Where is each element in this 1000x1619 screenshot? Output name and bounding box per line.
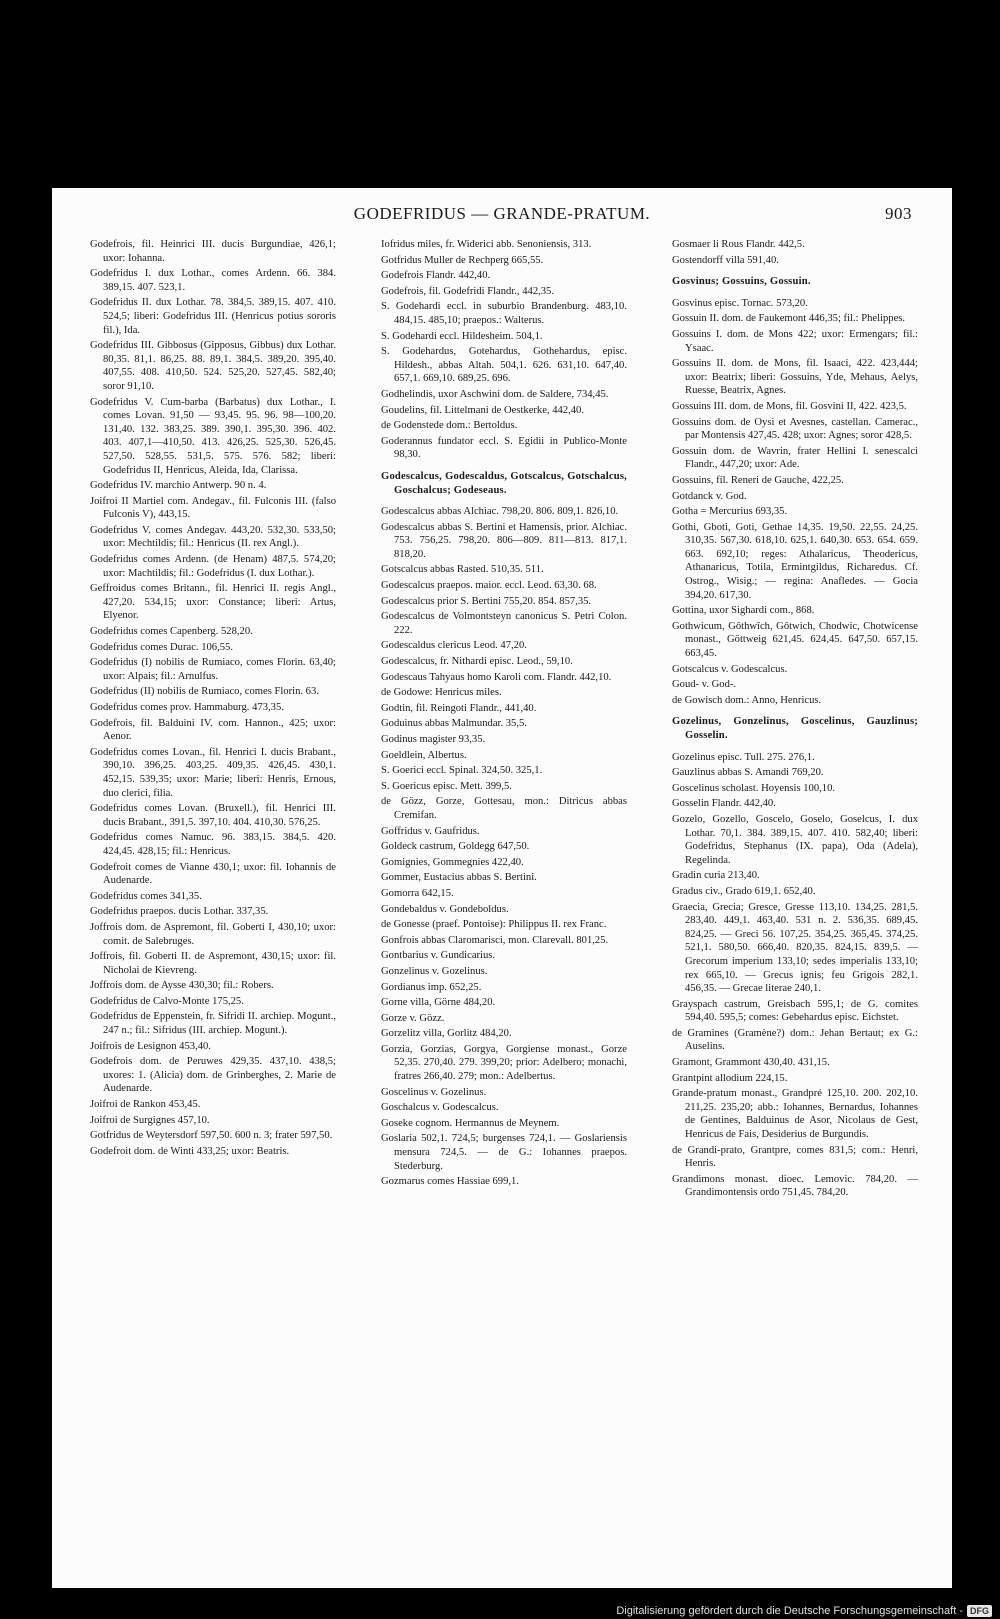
index-entry: S. Godehardi eccl. Hildesheim. 504,1. — [381, 330, 543, 342]
index-entry: Godefrois, fil. Balduini IV. com. Hannon., 425; uxor: Aenor. — [90, 717, 336, 743]
index-entry: Gosvinus episc. Tornac. 573,20. — [672, 297, 808, 309]
index-entry: Joffrois dom. de Aysse 430,30; fil.: Robers. — [90, 980, 274, 992]
index-entry: Godefridus V. comes Andegav. 443,20. 532,30. 533,50; uxor: Mechtildis; fil.: Henricus (II. rex Angl.). — [90, 524, 336, 550]
index-entry: Godescalcus de Volmontsteyn canonicus S. Petri Colon. 222. — [381, 611, 627, 636]
index-entry: Grayspach castrum, Greisbach 595,1; de G. comites 594,40. 595,5; comes: Gebehardus episc. Eichstet. — [672, 998, 918, 1024]
index-entry: Grandimons monast. dioec. Lemovic. 784,20. — Grandimontensis ordo 751,45. 784,20. — [672, 1173, 918, 1199]
index-entry: Gossuin dom. de Wavrin, frater Hellini I. senescalci Flandr., 447,20; uxor: Ade. — [672, 445, 918, 471]
index-entry: Gradin curia 213,40. — [672, 870, 760, 882]
index-entry: Godescaldus clericus Leod. 47,20. — [381, 640, 527, 652]
digitization-footer — [0, 1602, 1000, 1619]
index-entry: Godefridus comes Lovan., fil. Henrici I. ducis Brabant., 390,10. 396,25. 403,25. 409,35. 426,45. 430,1. 452,15. 539,35; uxor: Marie; liberi: Henris, Ernous, duo clerici, filia. — [90, 746, 336, 799]
index-entry: Gossuins III. dom. de Mons, fil. Gosvini II, 422. 423,5. — [672, 400, 907, 412]
index-entry: Goderannus fundator eccl. S. Egidii in Publico-Monte 98,30. — [381, 435, 627, 461]
index-entry: Goduinus abbas Malmundar. 35,5. — [381, 718, 527, 730]
index-entry: Gossuins II. dom. de Mons, fil. Isaaci, 422. 423,444; uxor: Beatrix; liberi: Gossuins, Yde, Mehaus, Aelys, Ruesse, Beatrix, Agnes. — [672, 358, 918, 397]
dfg-logo: DFG — [967, 1605, 992, 1617]
index-entry: Godefridus de Calvo-Monte 175,25. — [90, 995, 244, 1007]
index-entry: Joifroi de Rankon 453,45. — [90, 1099, 201, 1111]
index-entry: Godefridus V. Cum-barba (Barbatus) dux Lothar., I. comes Lovan. 91,50 — 93,45. 95. 96. 98—100,20. 131,40. 132. 383,25. 389. 390,1. 395,30. 396. 402. 403. 407,1—410,50. 413. 426,25. 525,30. 526,45. 527,50. 528,55. 531,5. 575. 576. 582; liberi: Godefridus II, Henricus, Aleida, Ida, Clarissa. — [90, 396, 336, 476]
index-entry: de Gramines (Gramène?) dom.: Jehan Bertaut; ex G.: Auselins. — [672, 1027, 918, 1053]
index-entry: Joifrois de Lesignon 453,40. — [90, 1040, 211, 1052]
index-entry: Goscelinus scholast. Hoyensis 100,10. — [672, 782, 836, 794]
index-entry: Gorne villa, Görne 484,20. — [381, 997, 496, 1009]
index-entry: Godhelindis, uxor Aschwini dom. de Saldere, 734,45. — [381, 388, 609, 400]
index-entry: Goeldlein, Albertus. — [381, 749, 467, 761]
index-entry: Gorzia, Gorzias, Gorgya, Gorgiense monast., Gorze 52,35. 270,40. 279. 399,20; prior: Adelbero; monachi, fratres 266,40. 279; mon.: Adelbertus. — [381, 1043, 627, 1083]
index-entry: Gossuins I. dom. de Mons 422; uxor: Ermengars; fil.: Ysaac. — [672, 328, 918, 354]
index-entry: Godefridus de Eppenstein, fr. Sifridi II. archiep. Mogunt., 247 n.; fil.: Sifridus (III. archiep. Mogunt.). — [90, 1011, 336, 1037]
index-entry: Gommer, Eustacius abbas S. Bertini. — [381, 872, 537, 884]
index-column-right — [672, 238, 918, 1588]
index-entry: de Godenstede dom.: Bertoldus. — [381, 420, 518, 432]
index-entry: Gozelo, Gozello, Goscelo, Goselo, Goselcus, I. dux Lothar. 70,1. 384. 389,15. 407. 410. 582,40; liberi: Godefridus, Stephanus (IX. papa), Oda (Adela), Regelinda. — [672, 813, 918, 866]
index-entry: Godefridus comes Ardenn. (de Henam) 487,5. 574,20; uxor: Machtildis; fil.: Godefridus (I. dux Lothar.). — [90, 554, 336, 579]
index-entry: Godefridus comes Capenberg. 528,20. — [90, 626, 253, 638]
index-entry: Goudelins, fil. Littelmani de Oestkerke, 442,40. — [381, 404, 585, 416]
index-entry: Gorzelitz villa, Gorlitz 484,20. — [381, 1028, 512, 1040]
index-entry: de Gowisch dom.: Anno, Henricus. — [672, 694, 822, 706]
index-entry: Goscelinus v. Gozelinus. — [381, 1086, 487, 1098]
index-entry: Joffrois dom. de Aspremont, fil. Goberti I, 430,10; uxor: comit. de Salebruges. — [90, 921, 336, 947]
book-page — [52, 188, 952, 1588]
index-entry: Goud- v. God-. — [672, 679, 737, 691]
index-entry: de Gonesse (praef. Pontoise): Philippus II. rex Franc. — [381, 919, 607, 931]
index-entry: Gotscalcus v. Godescalcus. — [672, 663, 788, 675]
index-entry: Godescalcus abbas S. Bertini et Hamensis, prior. Alchiac. 753. 756,25. 798,20. 806—809. 811—813. 817,1. 818,20. — [381, 521, 627, 560]
index-entry: Gramont, Grammont 430,40. 431,15. — [672, 1057, 830, 1069]
index-entry: Godescalcus prior S. Bertini 755,20. 854. 857,35. — [381, 595, 592, 607]
index-column-left — [90, 238, 336, 1588]
index-entry: de Gözz, Gorze, Gottesau, mon.: Ditricus abbas Cremifan. — [381, 796, 627, 821]
index-entry: Godescalcus, fr. Nithardi episc. Leod., 59,10. — [381, 656, 573, 668]
index-entry: Gomignies, Gommegnies 422,40. — [381, 856, 524, 868]
index-entry: Godescalcus praepos. maior. eccl. Leod. 63,30. 68. — [381, 580, 597, 592]
index-entry: Godefroit comes de Vianne 430,1; uxor: fil. Iohannis de Audenarde. — [90, 861, 336, 887]
index-entry: Godefridus comes Lovan. (Bruxell.), fil. Henrici III. ducis Brabant., 391,5. 397,10. 404. 410,30. 576,25. — [90, 803, 336, 828]
index-entry: Goldeck castrum, Goldegg 647,50. — [381, 841, 530, 853]
index-entry: Gotscalcus abbas Rasted. 510,35. 511. — [381, 564, 544, 576]
index-entry: Gozmarus comes Hassiae 699,1. — [381, 1176, 519, 1188]
index-entry: Godefridus (II) nobilis de Rumiaco, comes Florin. 63. — [90, 686, 319, 698]
index-entry: Godefridus praepos. ducis Lothar. 337,35. — [90, 906, 269, 918]
index-entry: Gosselin Flandr. 442,40. — [672, 798, 776, 810]
index-entry: Godefridus III. Gibbosus (Gipposus, Gibbus) dux Lothar. 80,35. 81,1. 86,25. 88. 89,1. 384,5. 389,20. 395,40. 407,55. 408. 410,50. 524. 525,20. 527,45. 582,40; soror 91,10. — [90, 340, 336, 392]
index-entry: Joffrois, fil. Goberti II. de Aspremont, 430,15; uxor: fil. Nicholai de Kievreng. — [90, 951, 336, 976]
page-title: GODEFRIDUS — GRANDE-PRATUM. — [353, 204, 651, 223]
index-columns — [90, 238, 918, 1588]
index-entry: Grantpint allodium 224,15. — [672, 1072, 788, 1084]
index-entry: Godefridus II. dux Lothar. 78. 384,5. 389,15. 407. 410. 524,5; liberi: Godefridus III. (Henricus potius sororis fil.), Ida. — [90, 297, 336, 336]
index-entry: Gozelinus episc. Tull. 275. 276,1. — [672, 751, 815, 763]
index-entry: Gotha = Mercurius 693,35. — [672, 506, 788, 518]
index-entry: Godtin, fil. Reingoti Flandr., 441,40. — [381, 702, 537, 714]
index-entry: Gottina, uxor Sighardi com., 868. — [672, 605, 815, 617]
index-entry: Godefridus IV. marchio Antwerp. 90 n. 4. — [90, 480, 267, 492]
index-entry: Godefrois Flandr. 442,40. — [381, 270, 491, 282]
index-entry: Geffroidus comes Britann., fil. Henrici II. regis Angl., 427,20. 534,15; uxor: Constance; liberi: Artus, Elyenor. — [90, 583, 336, 622]
index-entry: Gradus civ., Grado 619,1. 652,40. — [672, 885, 816, 897]
index-entry: Iofridus miles, fr. Widerici abb. Senoniensis, 313. — [381, 239, 592, 250]
index-entry: Godescaus Tahyaus homo Karoli com. Flandr. 442,10. — [381, 671, 612, 683]
index-entry: Gossuins dom. de Oysi et Avesnes, castellan. Camerac., par Montensis 427,45. 428; uxor: Agnes; soror 428,5. — [672, 416, 918, 442]
index-entry: Joifroi de Surgignes 457,10. — [90, 1114, 210, 1126]
index-entry: Godefridus comes 341,35. — [90, 890, 202, 902]
index-entry: Godefrois, fil. Godefridi Flandr., 442,35. — [381, 285, 555, 297]
index-section-heading: Gosvinus; Gossuins, Gossuin. — [672, 276, 811, 288]
index-entry: Gothwicum, Gôthwîch, Gôtwich, Chodwic, Chotwicense monast., Göttweig 621,45. 624,45. 647,50. 657,15. 663,45. — [672, 620, 918, 660]
running-header — [92, 204, 912, 228]
index-entry: S. Godehardus, Gotehardus, Gothehardus, episc. Hildesh., abbas Altah. 504,1. 626. 631,10. 647,40. 657,1. 669,10. 689,25. 696. — [381, 346, 627, 385]
index-entry: Godefridus I. dux Lothar., comes Ardenn. 66. 384. 389,15. 407. 523,1. — [90, 268, 336, 293]
index-entry: Gonfrois abbas Claromarisci, mon. Clarevall. 801,25. — [381, 934, 609, 946]
index-entry: Joifroi II Martiel com. Andegav., fil. Fulconis III. (falso Fulconis V), 443,15. — [90, 495, 336, 521]
index-entry: S. Goerici eccl. Spinal. 324,50. 325,1. — [381, 765, 543, 777]
index-entry: Gostendorff villa 591,40. — [672, 254, 779, 266]
index-entry: S. Godehardi eccl. in suburbio Brandenburg. 483,10. 484,15. 485,10; praepos.: Walterus. — [381, 301, 627, 326]
index-entry: Godefridus comes Durac. 106,55. — [90, 641, 233, 653]
index-entry: de Grandi-prato, Grantpre, comes 831,5; com.: Henri, Henris. — [672, 1144, 918, 1170]
index-entry: Gossuin II. dom. de Faukemont 446,35; fil.: Phelippes. — [672, 313, 906, 325]
index-entry: Godefridus (I) nobilis de Rumiaco, comes Florin. 63,40; uxor: Alpais; fil.: Arnulfus. — [90, 657, 336, 682]
index-entry: Gorze v. Gözz. — [381, 1012, 445, 1024]
index-entry: Godefrois, fil. Heinrici III. ducis Burgundiae, 426,1; uxor: Iohanna. — [90, 239, 336, 264]
index-entry: Grande-pratum monast., Grandpré 125,10. 200. 202,10. 211,25. 235,20; abb.: Iohannes, Bernardus, Iohannes de Gentines, Balduinus de Asor, Nicolaus de Gest, Henricus de Fais, Desiderius de Burgundis. — [672, 1088, 918, 1141]
index-entry: Gondebaldus v. Gondeboldus. — [381, 903, 509, 915]
index-entry: Godefroit dom. de Winti 433,25; uxor: Beatris. — [90, 1145, 290, 1157]
index-entry: Graecia, Grecia; Gresce, Gresse 113,10. 134,25. 281,5. 283,40. 449,1. 463,40. 531 n. 2. 536,35. 689,45. 824,25. — Greci 56. 107,25. 354,25. 365,45. 374,25. 521,1. 580,50. 666,40. 820,35. 824,15. 839,5. — Grecorum imperium 133,10; sedes imperialis 133,10; rex 665,10. — Grecus ignis; feu Grigois 282,1. 456,35. — Grecae literae 240,1. — [672, 901, 918, 995]
index-column-middle — [381, 238, 627, 1588]
index-entry: Goschalcus v. Godescalcus. — [381, 1102, 499, 1114]
index-entry: Gotfridus Muller de Rechperg 665,55. — [381, 254, 544, 266]
index-entry: Gossuins, fil. Reneri de Gauche, 422,25. — [672, 474, 844, 486]
index-entry: Gonzelinus v. Gozelinus. — [381, 965, 488, 977]
index-section-heading: Godescalcus, Godescaldus, Gotscalcus, Gotschalcus, Goschalcus; Godeseaus. — [381, 470, 627, 496]
index-entry: Godefrois dom. de Peruwes 429,35. 437,10. 438,5; uxores: 1. (Alicia) dom. de Grinberghes, 2. Marie de Audenarde. — [90, 1056, 336, 1095]
index-entry: Gauzlinus abbas S. Amandi 769,20. — [672, 767, 824, 779]
index-entry: Gotfridus de Weytersdorf 597,50. 600 n. 3; frater 597,50. — [90, 1130, 333, 1142]
index-entry: S. Goericus episc. Mett. 399,5. — [381, 780, 512, 792]
index-entry: Goffridus v. Gaufridus. — [381, 825, 480, 837]
index-entry: Godescalcus abbas Alchiac. 798,20. 806. 809,1. 826,10. — [381, 506, 619, 518]
index-entry: Gosmaer li Rous Flandr. 442,5. — [672, 239, 805, 250]
index-entry: Goslaria 502,1. 724,5; burgenses 724,1. — Goslariensis mensura 724,5. — de G.: Iohannes praepos. Stederburg. — [381, 1133, 627, 1172]
index-entry: Gothi, Gboti, Goti, Gethae 14,35. 19,50. 22,55. 24,25. 310,35. 567,30. 618,10. 625,1. 640,30. 653. 654. 659. 663. 692,10; reges: Athalaricus, Theodericus, Athanaricus, Totila, Ermintgildus, Richaredus. Cf. Ostrog., Wisig.; — regina: Anafledes. — Gocia 394,20. 617,30. — [672, 521, 918, 601]
index-entry: Godefridus comes Namuc. 96. 383,15. 384,5. 420. 424,45. 428,15; fil.: Henricus. — [90, 832, 336, 857]
index-section-heading: Gozelinus, Gonzelinus, Goscelinus, Gauzlinus; Gosselin. — [672, 716, 918, 741]
index-entry: Goseke cognom. Hermannus de Meynem. — [381, 1117, 560, 1129]
index-entry: Gomorra 642,15. — [381, 887, 454, 899]
index-entry: Godefridus comes prov. Hammaburg. 473,35. — [90, 702, 284, 713]
index-entry: Gontbarius v. Gundicarius. — [381, 950, 496, 962]
index-entry: Gordianus imp. 652,25. — [381, 981, 482, 993]
index-entry: de Godowe: Henricus miles. — [381, 687, 502, 699]
index-entry: Gotdanck v. God. — [672, 490, 747, 502]
index-entry: Godinus magister 93,35. — [381, 734, 486, 745]
page-number: 903 — [884, 204, 912, 223]
funding-note: Digitalisierung gefördert durch die Deutsche Forschungsgemeinschaft - — [616, 1604, 963, 1617]
